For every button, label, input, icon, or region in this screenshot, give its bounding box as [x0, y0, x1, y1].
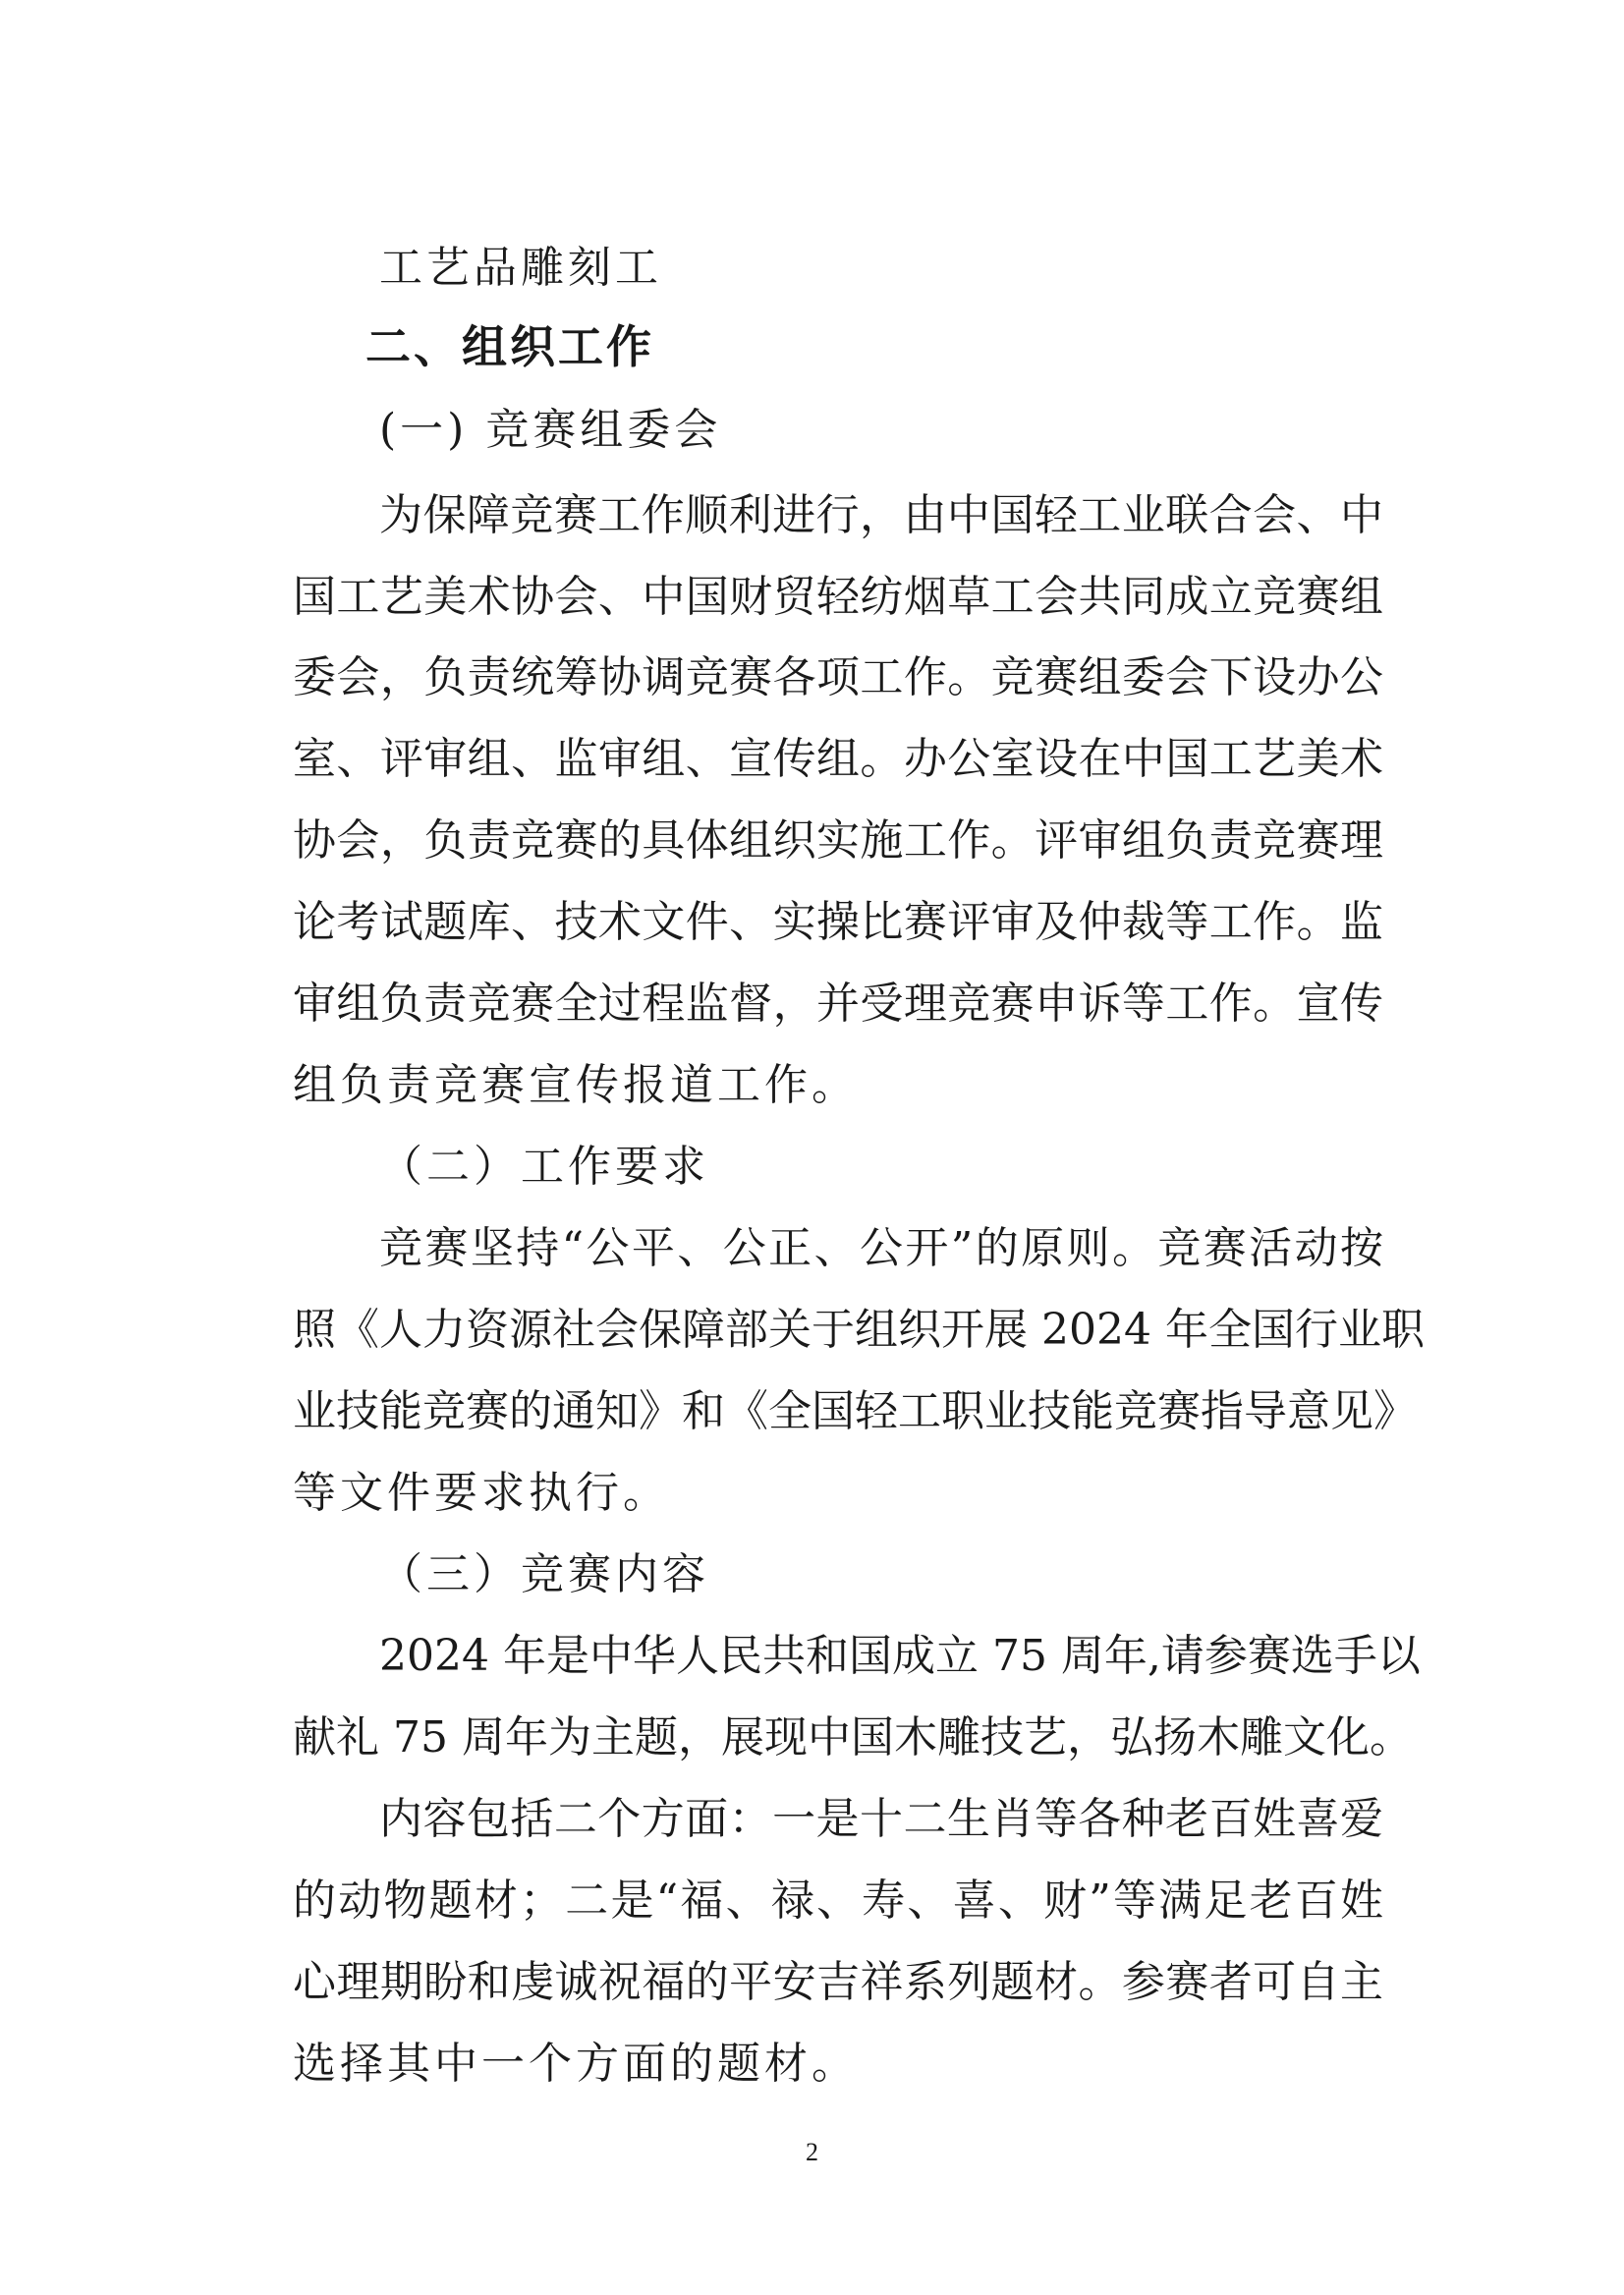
paragraph-line: 为保障竞赛工作顺利进行，由中国轻工业联合会、中	[379, 490, 1383, 540]
paragraph-line: 的动物题材；二是“福、禄、寿、喜、财”等满足老百姓	[293, 1875, 1383, 1926]
paragraph-line: 竞赛坚持“公平、公正、公开”的原则。竞赛活动按	[379, 1223, 1383, 1273]
subsection-heading: （二）工作要求	[379, 1142, 709, 1192]
paragraph-line: 等文件要求执行。	[293, 1468, 670, 1518]
paragraph-line: 照《人力资源社会保障部关于组织开展 2024 年全国行业职	[293, 1305, 1425, 1355]
subsection-heading: （三）竞赛内容	[379, 1549, 709, 1599]
paragraph-line: 选择其中一个方面的题材。	[293, 2039, 859, 2089]
paragraph-line: 论考试题库、技术文件、实操比赛评审及仲裁等工作。监	[293, 897, 1383, 947]
paragraph-line: 协会，负责竞赛的具体组织实施工作。评审组负责竞赛理	[293, 815, 1383, 866]
paragraph-line: 室、评审组、监审组、宣传组。办公室设在中国工艺美术	[293, 734, 1383, 784]
paragraph-line: 审组负责竞赛全过程监督，并受理竞赛申诉等工作。宣传	[293, 979, 1383, 1029]
paragraph-line: 业技能竞赛的通知》和《全国轻工职业技能竞赛指导意见》	[293, 1386, 1417, 1436]
paragraph-line: 内容包括二个方面：一是十二生肖等各种老百姓喜爱	[379, 1794, 1383, 1844]
paragraph-line: 献礼 75 周年为主题，展现中国木雕技艺，弘扬木雕文化。	[293, 1712, 1413, 1763]
paragraph-line: 国工艺美术协会、中国财贸轻纺烟草工会共同成立竞赛组	[293, 572, 1383, 622]
page-number: 2	[806, 2138, 818, 2166]
subsection-heading: (一) 竞赛组委会	[379, 405, 722, 455]
paragraph-line: 委会，负责统筹协调竞赛各项工作。竞赛组委会下设办公	[293, 652, 1383, 702]
paragraph-line: 工艺品雕刻工	[379, 243, 662, 293]
paragraph-line: 组负责竞赛宣传报道工作。	[293, 1060, 859, 1110]
paragraph-line: 心理期盼和虔诚祝福的平安吉祥系列题材。参赛者可自主	[293, 1957, 1383, 2007]
paragraph-line: 2024 年是中华人民共和国成立 75 周年,请参赛选手以	[379, 1631, 1421, 1681]
section-heading: 二、组织工作	[365, 320, 654, 373]
